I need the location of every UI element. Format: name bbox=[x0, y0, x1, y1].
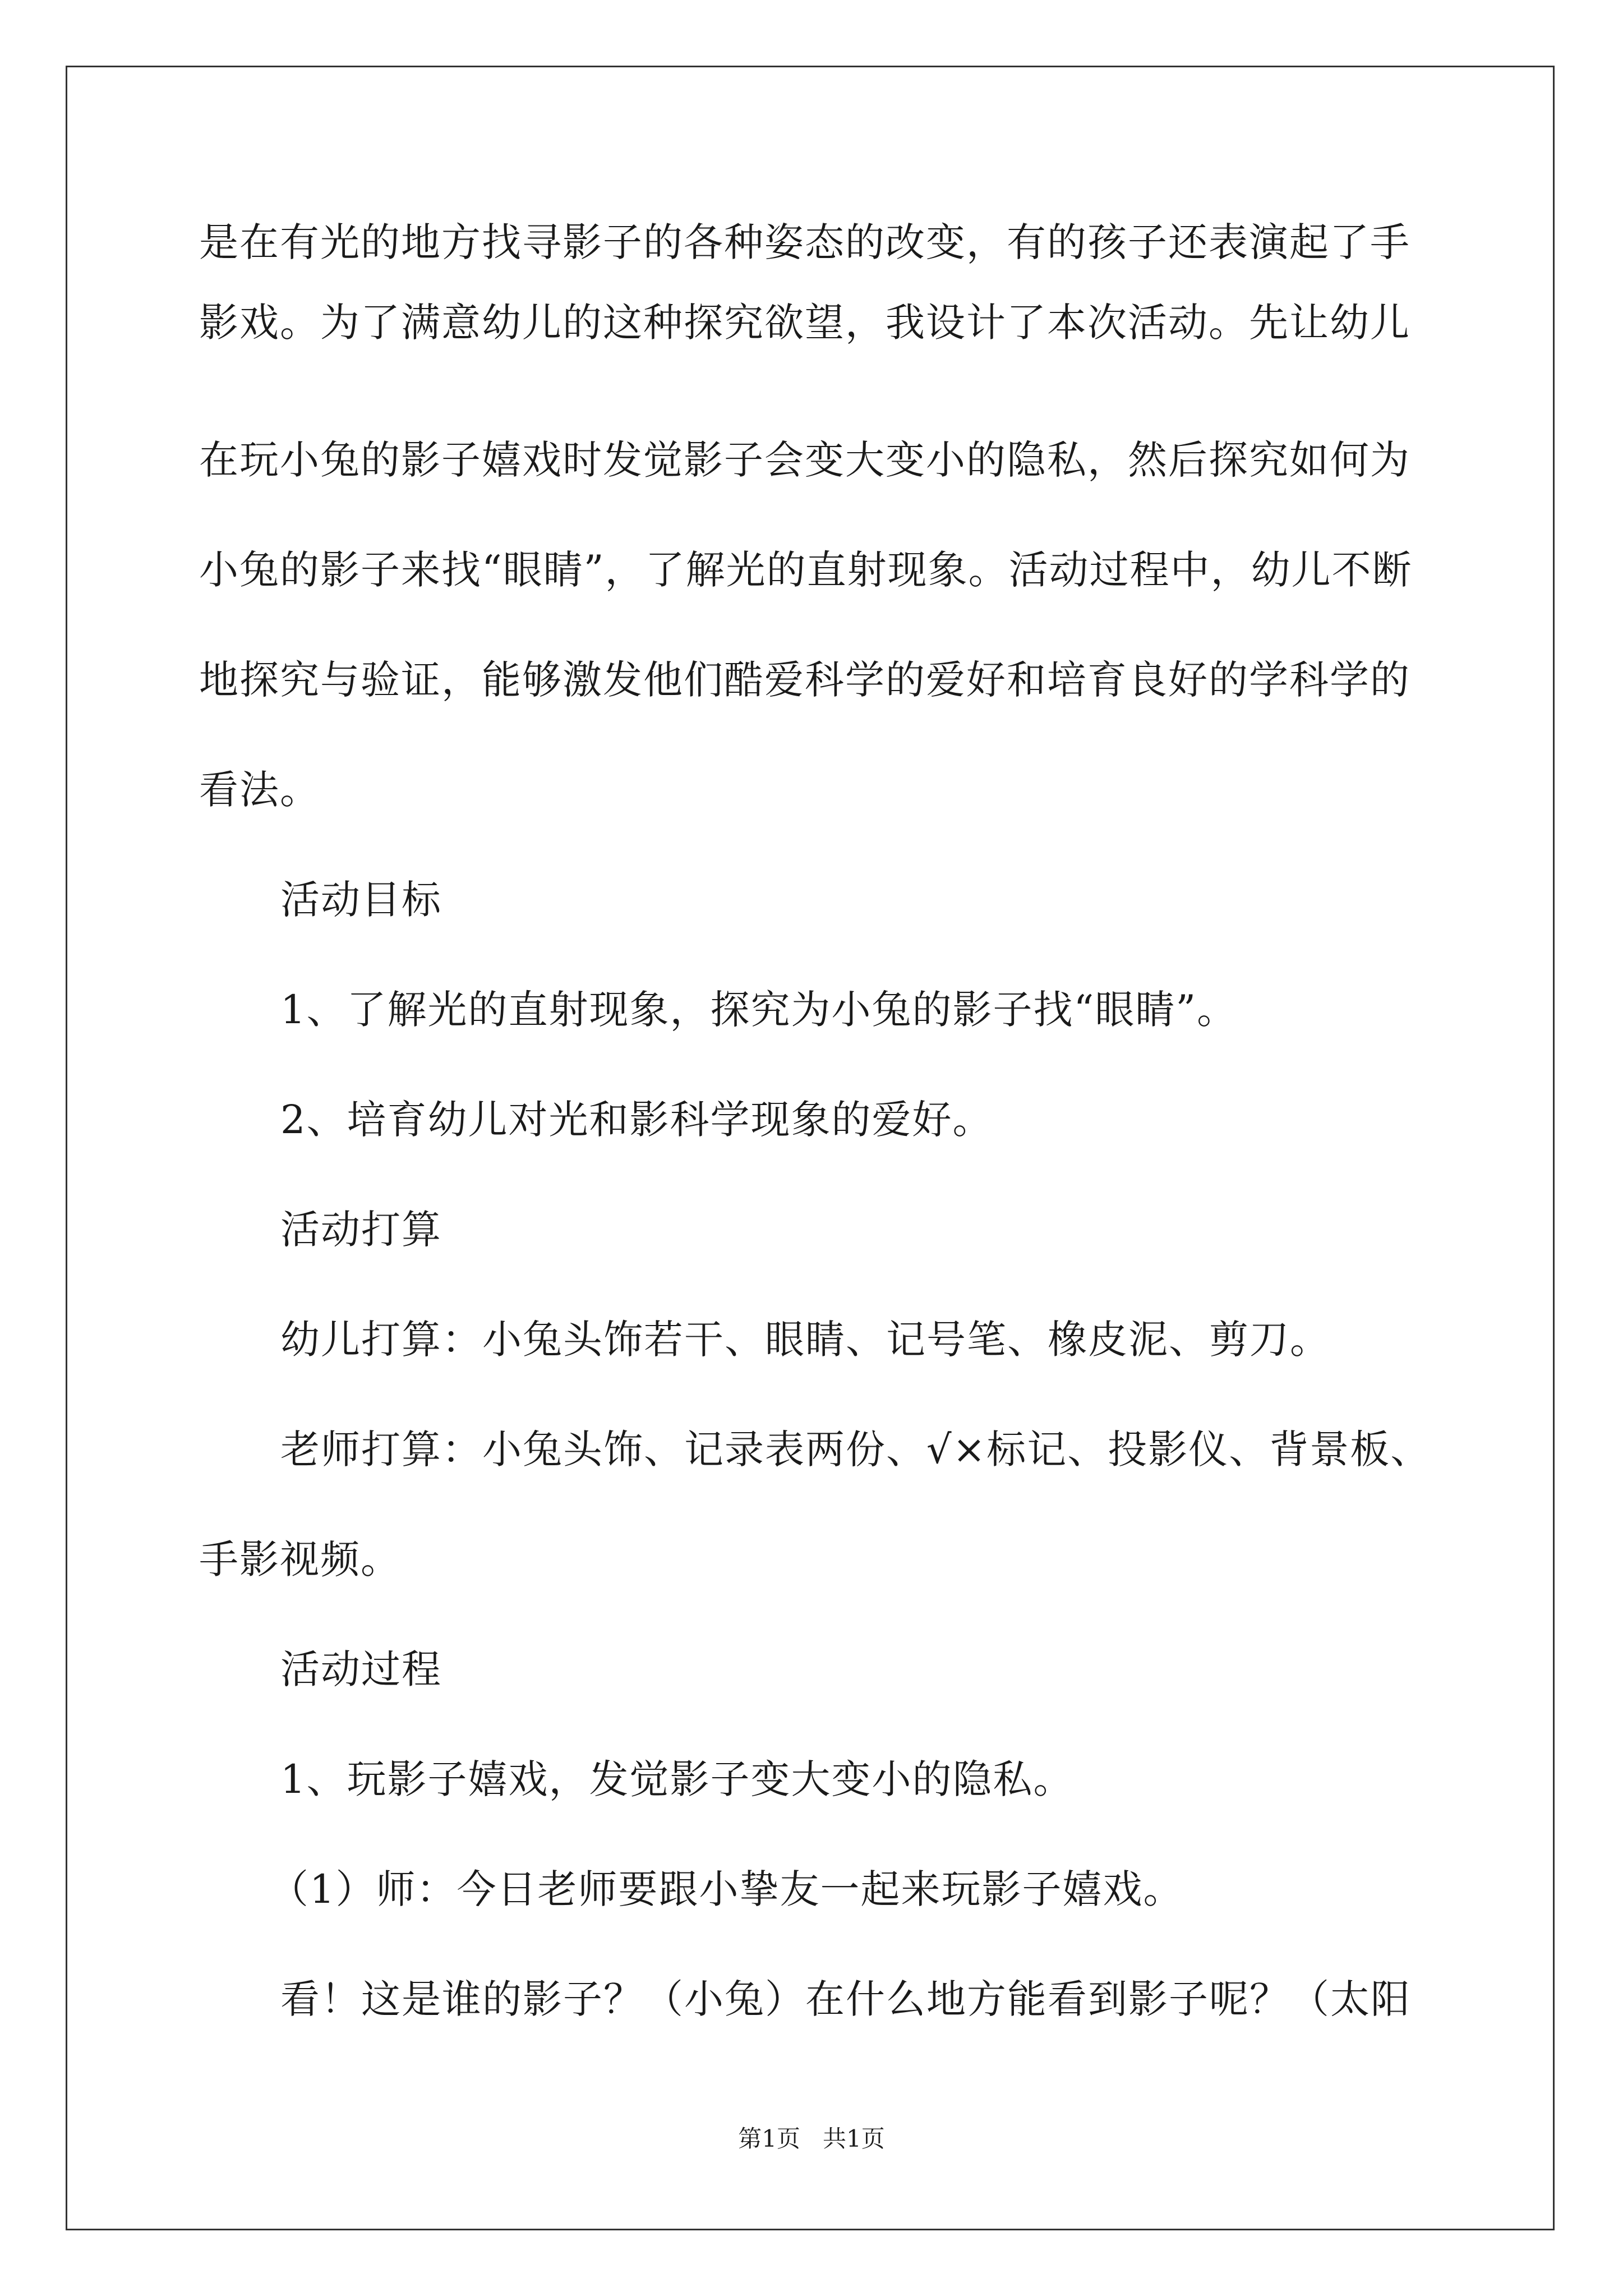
list-item: 1、了解光的直射现象，探究为小兔的影子找“眼睛”。 bbox=[280, 987, 1238, 1033]
paragraph-line: 手影视频。 bbox=[199, 1536, 401, 1582]
paragraph-line: 在玩小兔的影子嬉戏时发觉影子会变大变小的隐私，然后探究如何为 bbox=[199, 437, 1410, 483]
list-item: 1、玩影子嬉戏，发觉影子变大变小的隐私。 bbox=[280, 1756, 1074, 1802]
page-number: 第1页 bbox=[738, 2125, 800, 2152]
paragraph-line: 幼儿打算：小兔头饰若干、眼睛、记号笔、橡皮泥、剪刀。 bbox=[280, 1317, 1330, 1363]
section-heading: 活动目标 bbox=[280, 877, 442, 923]
page-total: 共1页 bbox=[823, 2125, 885, 2152]
paragraph-line: 看法。 bbox=[199, 767, 320, 813]
paragraph-line: 影戏。为了满意幼儿的这种探究欲望，我设计了本次活动。先让幼儿 bbox=[199, 300, 1410, 346]
list-item: （1）师：今日老师要跟小挚友一起来玩影子嬉戏。 bbox=[269, 1866, 1184, 1912]
page-footer bbox=[0, 2125, 1623, 2153]
section-heading: 活动打算 bbox=[280, 1207, 442, 1253]
paragraph-line: 看！这是谁的影子？（小兔）在什么地方能看到影子呢？（太阳 bbox=[280, 1976, 1411, 2022]
paragraph-line: 老师打算：小兔头饰、记录表两份、√×标记、投影仪、背景板、 bbox=[280, 1427, 1431, 1473]
section-heading: 活动过程 bbox=[280, 1646, 442, 1692]
list-item: 2、培育幼儿对光和影科学现象的爱好。 bbox=[280, 1097, 993, 1143]
paragraph-line: 是在有光的地方找寻影子的各种姿态的改变，有的孩子还表演起了手 bbox=[199, 219, 1410, 265]
paragraph-line: 小兔的影子来找“眼睛”，了解光的直射现象。活动过程中，幼儿不断 bbox=[199, 547, 1413, 593]
paragraph-line: 地探究与验证，能够激发他们酷爱科学的爱好和培育良好的学科学的 bbox=[199, 657, 1410, 703]
